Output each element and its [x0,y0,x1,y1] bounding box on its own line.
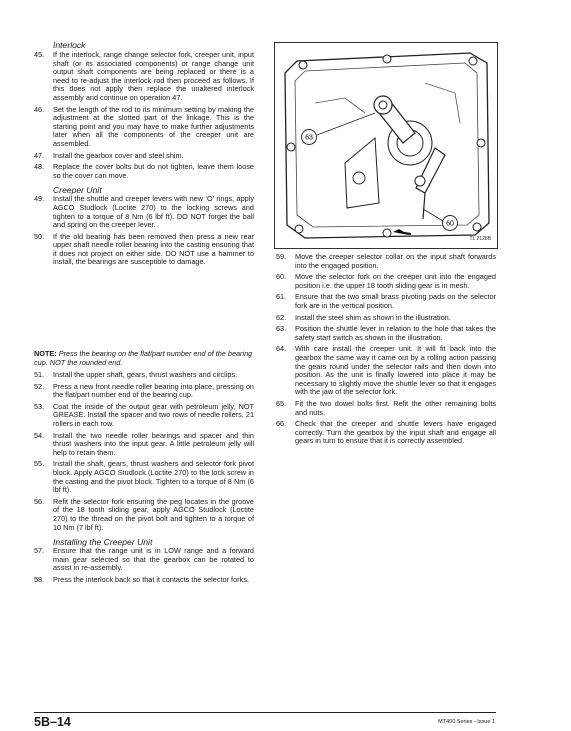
step-text: Ensure that the range unit is in LOW range and a forward main gear selected so that the gearbox can be rotated to assist in re-assembly. [53,546,254,573]
footer-series: MT400 Series - Issue 1 [438,719,495,725]
step-number: 49. [34,194,45,204]
step-text: Fit the two dowel bolts first. Refit the other remaining bolts and nuts. [295,398,496,417]
step-number: 64. [276,344,287,354]
step-text: Install the two needle roller bearings and spacer and thin thrust washers into the input gear. A little petroleum jelly will help to retain them. [53,430,254,457]
note-label: NOTE: [34,349,57,358]
step-text: Position the shuttle lever in relation to the hole that takes the safety start switch as shown in the illustration. [295,324,496,342]
step-48 [34,163,254,180]
step-text: Install the gearbox cover and steel shim. [53,150,184,160]
note-text: Press the bearing on the flat/part number end of the bearing cup. NOT the rounded end. [34,349,253,367]
step-number: 65. [276,398,287,408]
figure-reference: TL 2128B [469,236,491,242]
step-number: 48. [34,162,45,172]
callout-60: 60 [446,220,454,228]
step-text: Coat the inside of the output gear with petroleum jelly, NOT GREASE. Install the spacer and two rows of needle rollers, 21 rollers in each row. [53,401,254,428]
step-57 [34,547,254,573]
step-text: Set the length of the rod to its minimum setting by making the adjustment at the slotted part of the linkage. This is the starting point and you may have to make further adjustments later when all the components of the creeper unit are assembled. [53,104,254,148]
step-text: Install the upper shaft, gears, thrust washers and circlips. [53,370,238,379]
step-61 [276,293,496,310]
step-text: Refit the selector fork ensuring the peg locates in the groove of the 18 tooth sliding gear, apply AGCO Studlock (Loctite 270) to the thread on the pivot bolt and tighten to a torque of 10 Nm (7 lbf ft). [53,496,254,532]
step-47 [34,152,254,161]
step-45 [34,51,254,103]
left-column-lower [34,371,254,584]
page-number: 5B–14 [34,715,71,729]
step-number: 58. [34,574,45,584]
step-56 [34,498,254,532]
step-text: Press the interlock back so that it contacts the selector forks. [53,574,249,584]
callout-63: 63 [305,134,313,142]
step-number: 61. [276,292,287,302]
step-number: 45. [34,50,45,59]
step-number: 46. [34,104,45,114]
step-59 [276,253,496,270]
step-number: 52. [34,381,45,391]
step-text: Move the selector fork on the creeper unit into the engaged position i.e. the upper 18 tooth sliding gear is in mesh. [295,272,496,290]
step-number: 50. [34,231,45,241]
step-number: 47. [34,150,45,160]
step-65 [276,400,496,417]
right-column [276,253,496,446]
step-64 [276,345,496,397]
step-50 [34,233,254,267]
interlock-heading: Interlock [53,40,86,50]
footer-rule [34,712,496,713]
step-52 [34,383,254,400]
note-block [34,350,254,367]
creeper-unit-illustration [274,42,498,249]
installing-heading: Installing the Creeper Unit [53,537,153,548]
step-text: If the interlock, range change selector fork, creeper unit, input shaft (or its associated components) or range change unit output shaft components are being replaced or there is a need to re-adjust the interlock rod then proceed as follows. If this does not apply then replace the unaltered interlock assembly and continue on operation 47. [53,50,254,102]
step-number: 59. [276,252,287,261]
step-60 [276,273,496,290]
step-text: Install the steel shim as shown in the illustration. [295,312,451,322]
step-number: 63. [276,324,287,334]
step-62 [276,314,496,323]
step-58 [34,576,254,585]
step-46 [34,106,254,149]
creeper-unit-heading: Creeper Unit [53,185,102,196]
step-number: 51. [34,370,45,379]
step-66 [276,420,496,446]
step-number: 66. [276,419,287,429]
step-number: 60. [276,272,287,282]
step-55 [34,460,254,494]
step-number: 55. [34,459,45,469]
left-column [34,0,254,267]
step-text: Install the shuttle and creeper levers with new ‘O’ rings, apply AGCO Studlock (Loctite 270) to the locking screws and tighten to a torque of 8 Nm (6 lbf ft). DO NOT forget the ball and spring on the creeper lever. [53,194,254,230]
step-number: 57. [34,546,45,556]
step-text: Install the shaft, gears, thrust washers and selector fork pivot block. Apply AGCO Studlock (Loctite 270) to the lock screw in the casting and the pivot block. Tighten to a torque of 8 Nm (6 lbf ft). [53,459,254,495]
step-number: 62. [276,312,287,322]
step-text: If the old bearing has been removed then press a new rear upper shaft needle roller bearing into the casting ensuring that it does not project on either side. DO NOT use a hammer to install, the bearings are susceptible to damage. [53,231,254,267]
step-51 [34,371,254,380]
step-63 [276,325,496,342]
illustration-drawing [275,43,497,248]
step-text: Move the creeper selector collar on the input shaft forwards into the engaged position. [295,252,496,270]
step-number: 53. [34,401,45,411]
step-54 [34,432,254,458]
step-text: Replace the cover bolts but do not tighten, leave them loose so the cover can move. [53,162,254,180]
step-text: Press a new front needle roller bearing into place, pressing on the flat/part number end of the bearing cup. [53,381,254,400]
step-number: 56. [34,496,45,506]
step-49 [34,195,254,229]
step-number: 54. [34,430,45,440]
step-text: With care install the creeper unit. It will fit back into the gearbox the same way it came out by a rolling action passing the gears round under the selector rails and then down into position. As the unit is finally lowered into place it may be necessary to slightly move the shuttle lever so that it engages with the jaw of the selector fork. [295,344,496,397]
step-text: Check that the creeper and shuttle levers have engaged correctly. Turn the gearbox by the input shaft and engage all gears in turn to ensure that it is correctly assembled. [295,419,496,446]
step-text: Ensure that the two small brass pivoting pads on the selector fork are in the vertical position. [295,292,496,310]
step-53 [34,403,254,429]
